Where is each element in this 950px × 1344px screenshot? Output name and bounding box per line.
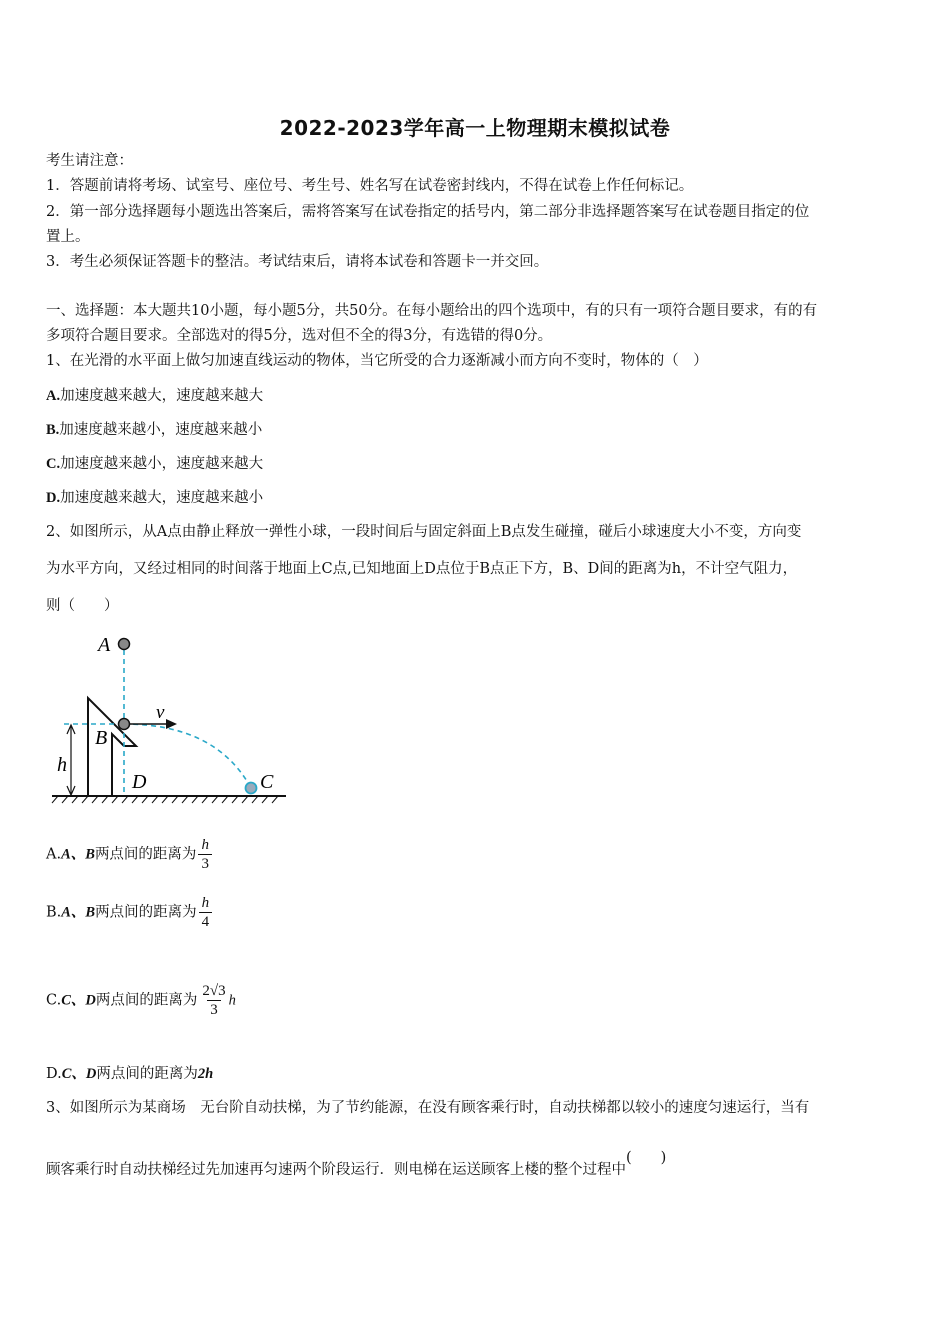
velocity-arrowhead	[166, 719, 177, 729]
fraction-numerator: 2√3	[202, 983, 226, 999]
option-points: C、D	[61, 1066, 97, 1082]
ground-hatch	[52, 796, 278, 803]
page-title: 2022-2023学年高一上物理期末模拟试卷	[279, 116, 671, 140]
q2-stem-line2: 为水平方向，又经过相同的时间落于地面上C点,已知地面上D点位于B点正下方，B、D间的距离为h，不计空气阻力，	[46, 561, 798, 577]
option-text: 两点间的距离为	[94, 846, 197, 863]
option-letter: B.	[46, 422, 60, 438]
option-prefix: A.	[46, 846, 62, 863]
q1-option-a	[46, 386, 263, 406]
q1-option-d	[46, 488, 263, 508]
section-header-line1: 一、选择题：本大题共10小题，每小题5分，共50分。在每小题给出的四个选项中，有的只有一项符合题目要求，有的有	[46, 303, 818, 319]
fraction	[198, 836, 212, 873]
option-prefix: B.	[46, 904, 62, 921]
option-text: 加速度越来越大，速度越来越小	[60, 490, 264, 506]
label-a: A	[98, 634, 111, 656]
q1-option-c	[46, 454, 263, 474]
q1-option-b	[46, 420, 262, 440]
fraction-denominator: 4	[199, 912, 213, 931]
option-points: C、D	[61, 992, 96, 1009]
option-letter: D.	[46, 490, 61, 506]
option-points: A、B	[61, 904, 96, 921]
q2-figure	[46, 626, 296, 806]
option-prefix: C.	[46, 992, 62, 1009]
label-v: v	[156, 702, 165, 723]
ball-c	[246, 783, 257, 794]
notice-item-2-cont: 置上。	[46, 229, 90, 245]
option-letter: A.	[46, 388, 61, 404]
q2-stem-line3: 则（ ）	[46, 598, 119, 614]
fraction	[199, 982, 228, 1019]
q3-stem-text: 顾客乘行时自动扶梯经过先加速再匀速两个阶段运行．则电梯在运送顾客上楼的整个过程中	[46, 1162, 626, 1178]
option-text: 加速度越来越小，速度越来越小	[59, 422, 263, 438]
label-d: D	[132, 771, 147, 793]
label-h: h	[57, 754, 67, 776]
notice-heading: 考生请注意：	[46, 153, 133, 169]
fraction-numerator: h	[201, 837, 209, 853]
option-text: 两点间的距离为	[95, 904, 197, 921]
ball-b	[119, 719, 130, 730]
q3-stem-line1: 3、如图所示为某商场 无台阶自动扶梯，为了节约能源，在没有顾客乘行时，自动扶梯都以较小的速度匀速运行，当有	[46, 1100, 810, 1116]
fraction-denominator: 3	[207, 1000, 221, 1019]
label-b: B	[95, 727, 108, 749]
ball-a	[119, 639, 130, 650]
notice-item-2: 2．第一部分选择题每小题选出答案后，需将答案写在试卷指定的括号内，第二部分非选择题答案写在试卷题目指定的位	[46, 204, 810, 220]
q3-answer-bracket: ( )	[626, 1150, 667, 1166]
notice-item-3: 3．考生必须保证答题卡的整洁。考试结束后，请将本试卷和答题卡一并交回。	[46, 254, 549, 270]
fraction	[199, 894, 213, 931]
option-value: 2h	[197, 1066, 214, 1082]
option-suffix: h	[228, 992, 236, 1009]
option-text: 两点间的距离为	[96, 1066, 198, 1082]
option-text: 加速度越来越大，速度越来越大	[60, 388, 264, 404]
q2-option-a	[46, 836, 212, 873]
q2-option-d	[46, 1064, 213, 1084]
q1-stem: 1、在光滑的水平面上做匀加速直线运动的物体，当它所受的合力逐渐减小而方向不变时，物体的（ ）	[46, 353, 708, 369]
option-text: 加速度越来越小，速度越来越大	[60, 456, 264, 472]
q3-stem-line2	[46, 1150, 908, 1180]
section-header-line2: 多项符合题目要求。全部选对的得5分，选对但不全的得3分，有选错的得0分。	[46, 328, 553, 344]
fraction-numerator: h	[201, 895, 210, 911]
q2-stem-line1: 2、如图所示，从A点由静止释放一弹性小球，一段时间后与固定斜面上B点发生碰撞，碰后小球速度大小不变，方向变	[46, 524, 802, 540]
option-letter: C.	[46, 456, 61, 472]
fraction-denominator: 3	[198, 854, 212, 873]
option-points: A、B	[61, 846, 95, 863]
q2-option-c	[46, 982, 236, 1019]
option-text: 两点间的距离为	[95, 992, 198, 1009]
q2-option-b	[46, 894, 212, 931]
label-c: C	[260, 771, 274, 793]
notice-item-1: 1．答题前请将考场、试室号、座位号、考生号、姓名写在试卷密封线内，不得在试卷上作任何标记。	[46, 178, 694, 194]
option-prefix: D.	[46, 1066, 62, 1082]
